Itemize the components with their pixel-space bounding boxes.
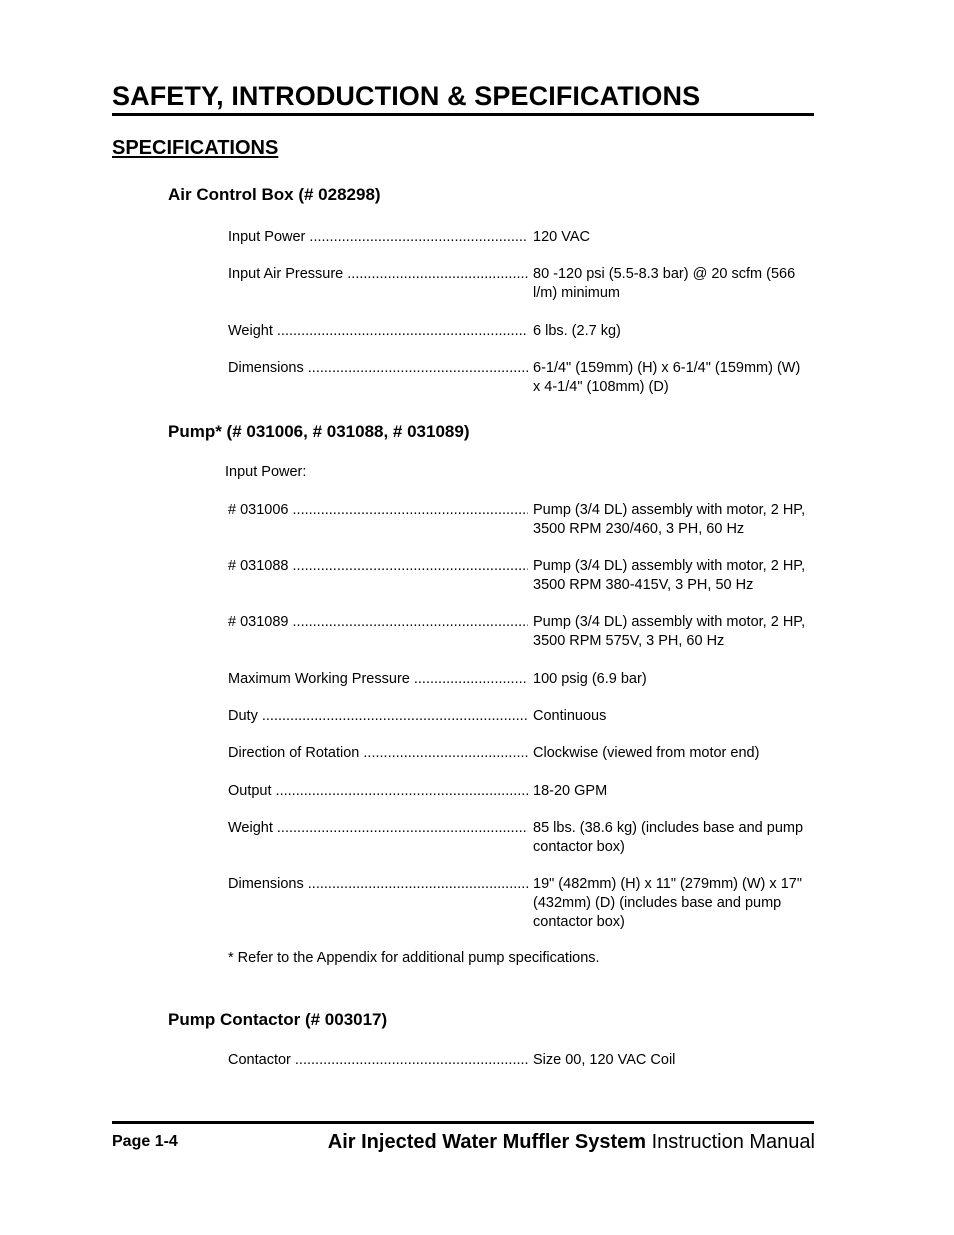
manual-title-bold: Air Injected Water Muffler System [327,1131,647,1153]
spec-label: Input Air Pressure ..... [228,265,528,284]
section-title: SPECIFICATIONS [112,137,279,159]
spec-value: Size 00, 120 VAC Coil [533,1052,676,1068]
spec-value: Pump (3/4 DL) assembly with motor, 2 HP, 3500 RPM 230/460, 3 PH, 60 Hz [533,502,806,537]
spec-label: Output ..... [228,782,528,801]
manual-title-rest: Instruction Manual [646,1131,815,1153]
manual-title [328,1131,815,1154]
spec-label: Weight ..... [228,322,528,341]
spec-label: # 031006 ..... [228,501,528,520]
page-number: Page 1-4 [112,1133,178,1150]
spec-value: 18-20 GPM [533,783,608,799]
spec-value: 120 VAC [533,229,590,245]
spec-label: # 031088 ..... [228,557,528,576]
spec-label: Contactor ..... [228,1051,528,1070]
spec-label: Direction of Rotation ..... [228,744,528,763]
pump-heading: Pump* (# 031006, # 031088, # 031089) [168,422,470,441]
pump-contactor-heading: Pump Contactor (# 003017) [168,1010,388,1029]
spec-value: Pump (3/4 DL) assembly with motor, 2 HP, 3500 RPM 575V, 3 PH, 60 Hz [533,614,806,649]
spec-label: Dimensions ..... [228,359,528,378]
spec-label: # 031089 ..... [228,613,528,632]
spec-value: 80 -120 psi (5.5-8.3 bar) @ 20 scfm (566 l/m) minimum [533,266,796,301]
spec-value: 6-1/4" (159mm) (H) x 6-1/4" (159mm) (W) x 4-1/4" (108mm) (D) [533,360,801,395]
spec-label: Weight ..... [228,819,528,838]
spec-label: Maximum Working Pressure ..... [228,670,528,689]
spec-value: Clockwise (viewed from motor end) [533,745,760,761]
spec-value: 19" (482mm) (H) x 11" (279mm) (W) x 17" (432mm) (D) (includes base and pump contactor box) [533,876,802,930]
spec-value: Pump (3/4 DL) assembly with motor, 2 HP, 3500 RPM 380-415V, 3 PH, 50 Hz [533,558,806,593]
air-control-box-heading: Air Control Box (# 028298) [168,185,381,204]
spec-value: 100 psig (6.9 bar) [533,671,647,687]
spec-label: Duty ..... [228,707,528,726]
spec-label: Input Power ..... [228,228,528,247]
page-title: SAFETY, INTRODUCTION & SPECIFICATIONS [112,80,814,116]
pump-footnote: * Refer to the Appendix for additional pump specifications. [228,950,600,966]
spec-value: 6 lbs. (2.7 kg) [533,323,621,339]
spec-label: Dimensions ..... [228,875,528,894]
spec-value: 85 lbs. (38.6 kg) (includes base and pump contactor box) [533,820,804,855]
spec-value: Continuous [533,708,607,724]
footer-divider [112,1121,814,1124]
input-power-label: Input Power: [225,464,307,480]
